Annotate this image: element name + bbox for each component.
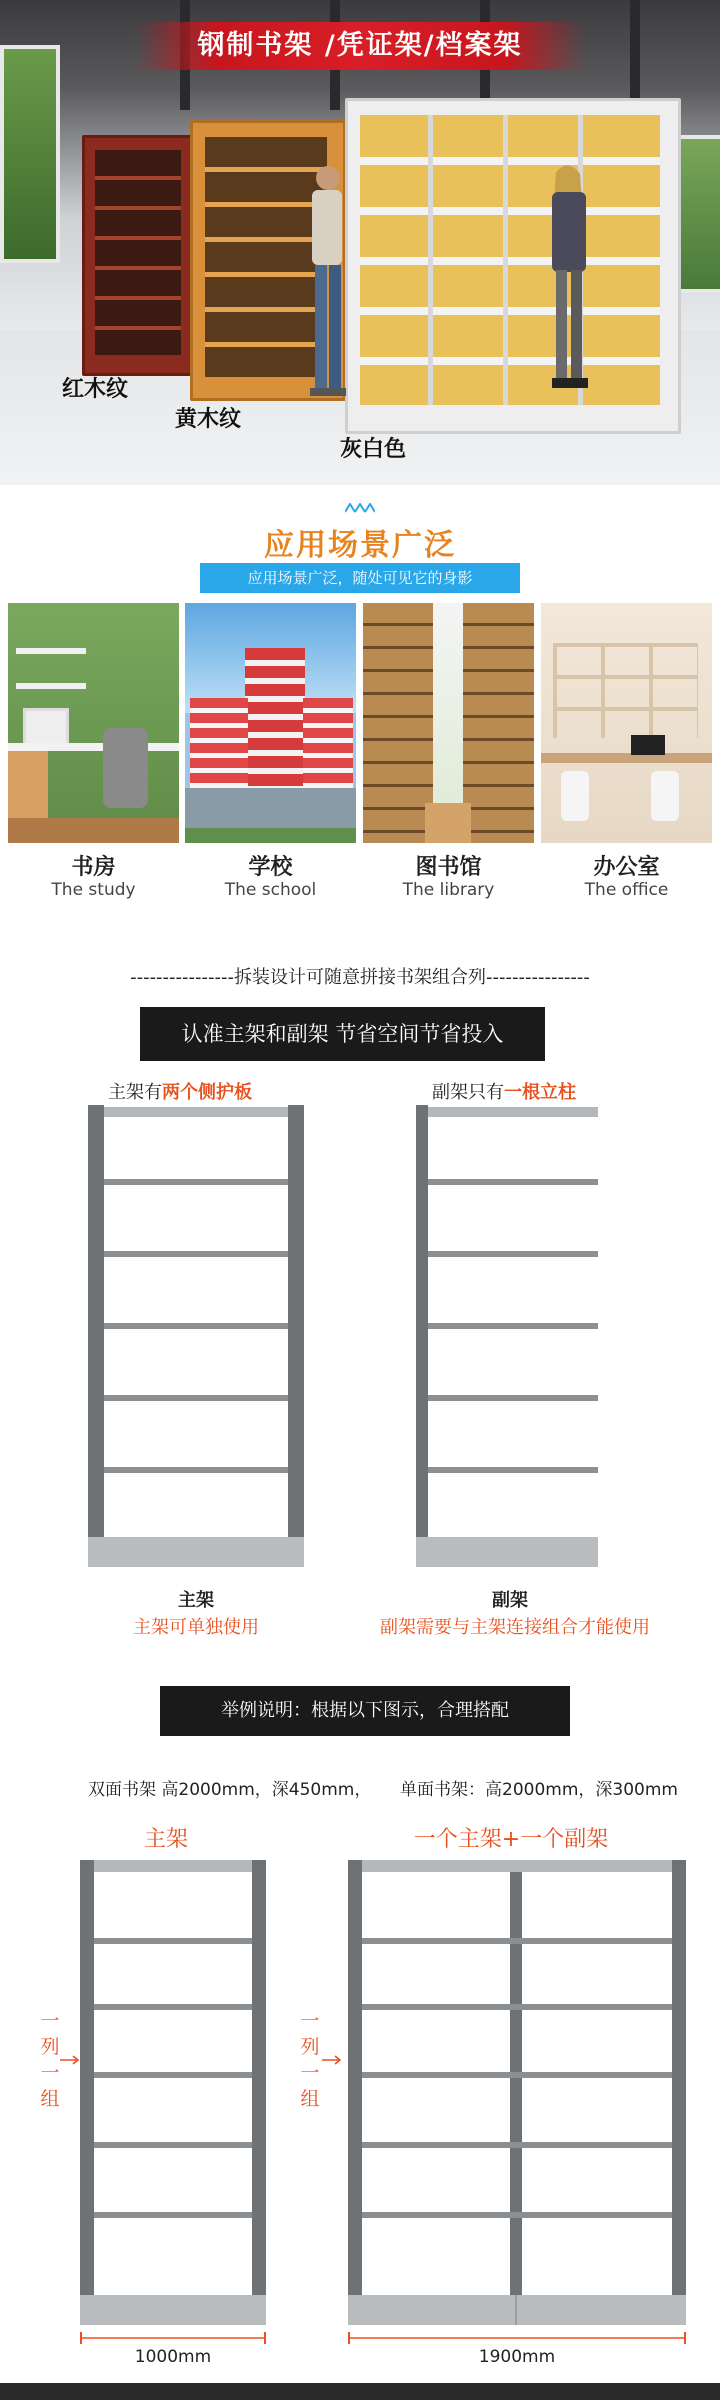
hero-banner (0, 0, 720, 485)
dimension-line-left (80, 2330, 266, 2346)
scene-label-school-en: The school (224, 880, 317, 900)
scene-label-office: 办公室 (593, 855, 660, 880)
scene-card-study (8, 603, 179, 843)
red-wood-shelf (82, 135, 198, 376)
dimension-left: 1000mm (134, 2347, 212, 2367)
side-label-left: 一 列 一 组 (40, 2010, 60, 2110)
example-banner: 举例说明：根据以下图示，合理搭配 (160, 1686, 570, 1736)
sub-frame-note: 副架需要与主架连接组合才能使用 (380, 1617, 650, 1638)
example-main-frame (80, 1860, 266, 2330)
scene-subtitle: 应用场景广泛，随处可见它的身影 (200, 563, 520, 593)
arrow-right-icon (322, 2055, 344, 2065)
woman-figure (540, 160, 600, 400)
section-divider: ----------------拆装设计可随意拼接书架组合列---------------- (130, 967, 590, 988)
arrow-right-icon (60, 2055, 82, 2065)
main-frame-name: 主架 (178, 1590, 214, 1611)
dimension-line-right (348, 2330, 686, 2346)
window-left (0, 45, 60, 263)
scene-card-school (185, 603, 356, 843)
scene-label-study-en: The study (51, 880, 136, 900)
spec-single: 单面书架：高2000mm，深300mm (400, 1780, 678, 1800)
sub-frame-diagram (416, 1105, 598, 1567)
gray-white-shelf (345, 98, 681, 434)
ceiling-beam (630, 0, 640, 110)
scene-card-office (541, 603, 712, 843)
footer-bar (0, 2383, 720, 2400)
scene-title: 应用场景广泛 (264, 528, 456, 563)
dimension-right: 1900mm (478, 2347, 556, 2367)
main-frame-diagram (88, 1105, 304, 1567)
decor-chevron-icon (345, 503, 375, 513)
main-frame-note: 主架可单独使用 (133, 1617, 259, 1638)
sub-frame-name: 副架 (492, 1590, 528, 1611)
assembly-banner: 认准主架和副架 节省空间节省投入 (140, 1007, 545, 1061)
sub-frame-caption-prefix: 副架只有 (432, 1082, 504, 1103)
scene-card-library (363, 603, 534, 843)
scene-label-library-en: The library (402, 880, 495, 900)
main-frame-caption-highlight: 两个侧护板 (162, 1082, 252, 1103)
side-label-right: 一 列 一 组 (300, 2010, 320, 2110)
man-figure (300, 160, 350, 405)
scene-label-office-en: The office (584, 880, 669, 900)
sub-frame-caption (432, 1078, 576, 1104)
main-frame-caption-prefix: 主架有 (108, 1082, 162, 1103)
scene-label-school: 学校 (248, 855, 293, 880)
example-right-title: 一个主架+一个副架 (413, 1827, 609, 1852)
spec-double: 双面书架 高2000mm，深450mm， (88, 1780, 372, 1800)
scene-label-library: 图书馆 (415, 855, 482, 880)
main-frame-caption (108, 1078, 252, 1104)
hero-title: 钢制书架 /凭证架/档案架 (135, 22, 585, 70)
label-red-wood: 红木纹 (62, 377, 129, 402)
label-yellow-wood: 黄木纹 (175, 407, 242, 432)
sub-frame-caption-highlight: 一根立柱 (504, 1082, 576, 1103)
example-left-title: 主架 (143, 1827, 188, 1852)
label-gray-white: 灰白色 (340, 437, 407, 462)
example-combined-frame (348, 1860, 686, 2330)
scene-label-study: 书房 (71, 855, 116, 880)
